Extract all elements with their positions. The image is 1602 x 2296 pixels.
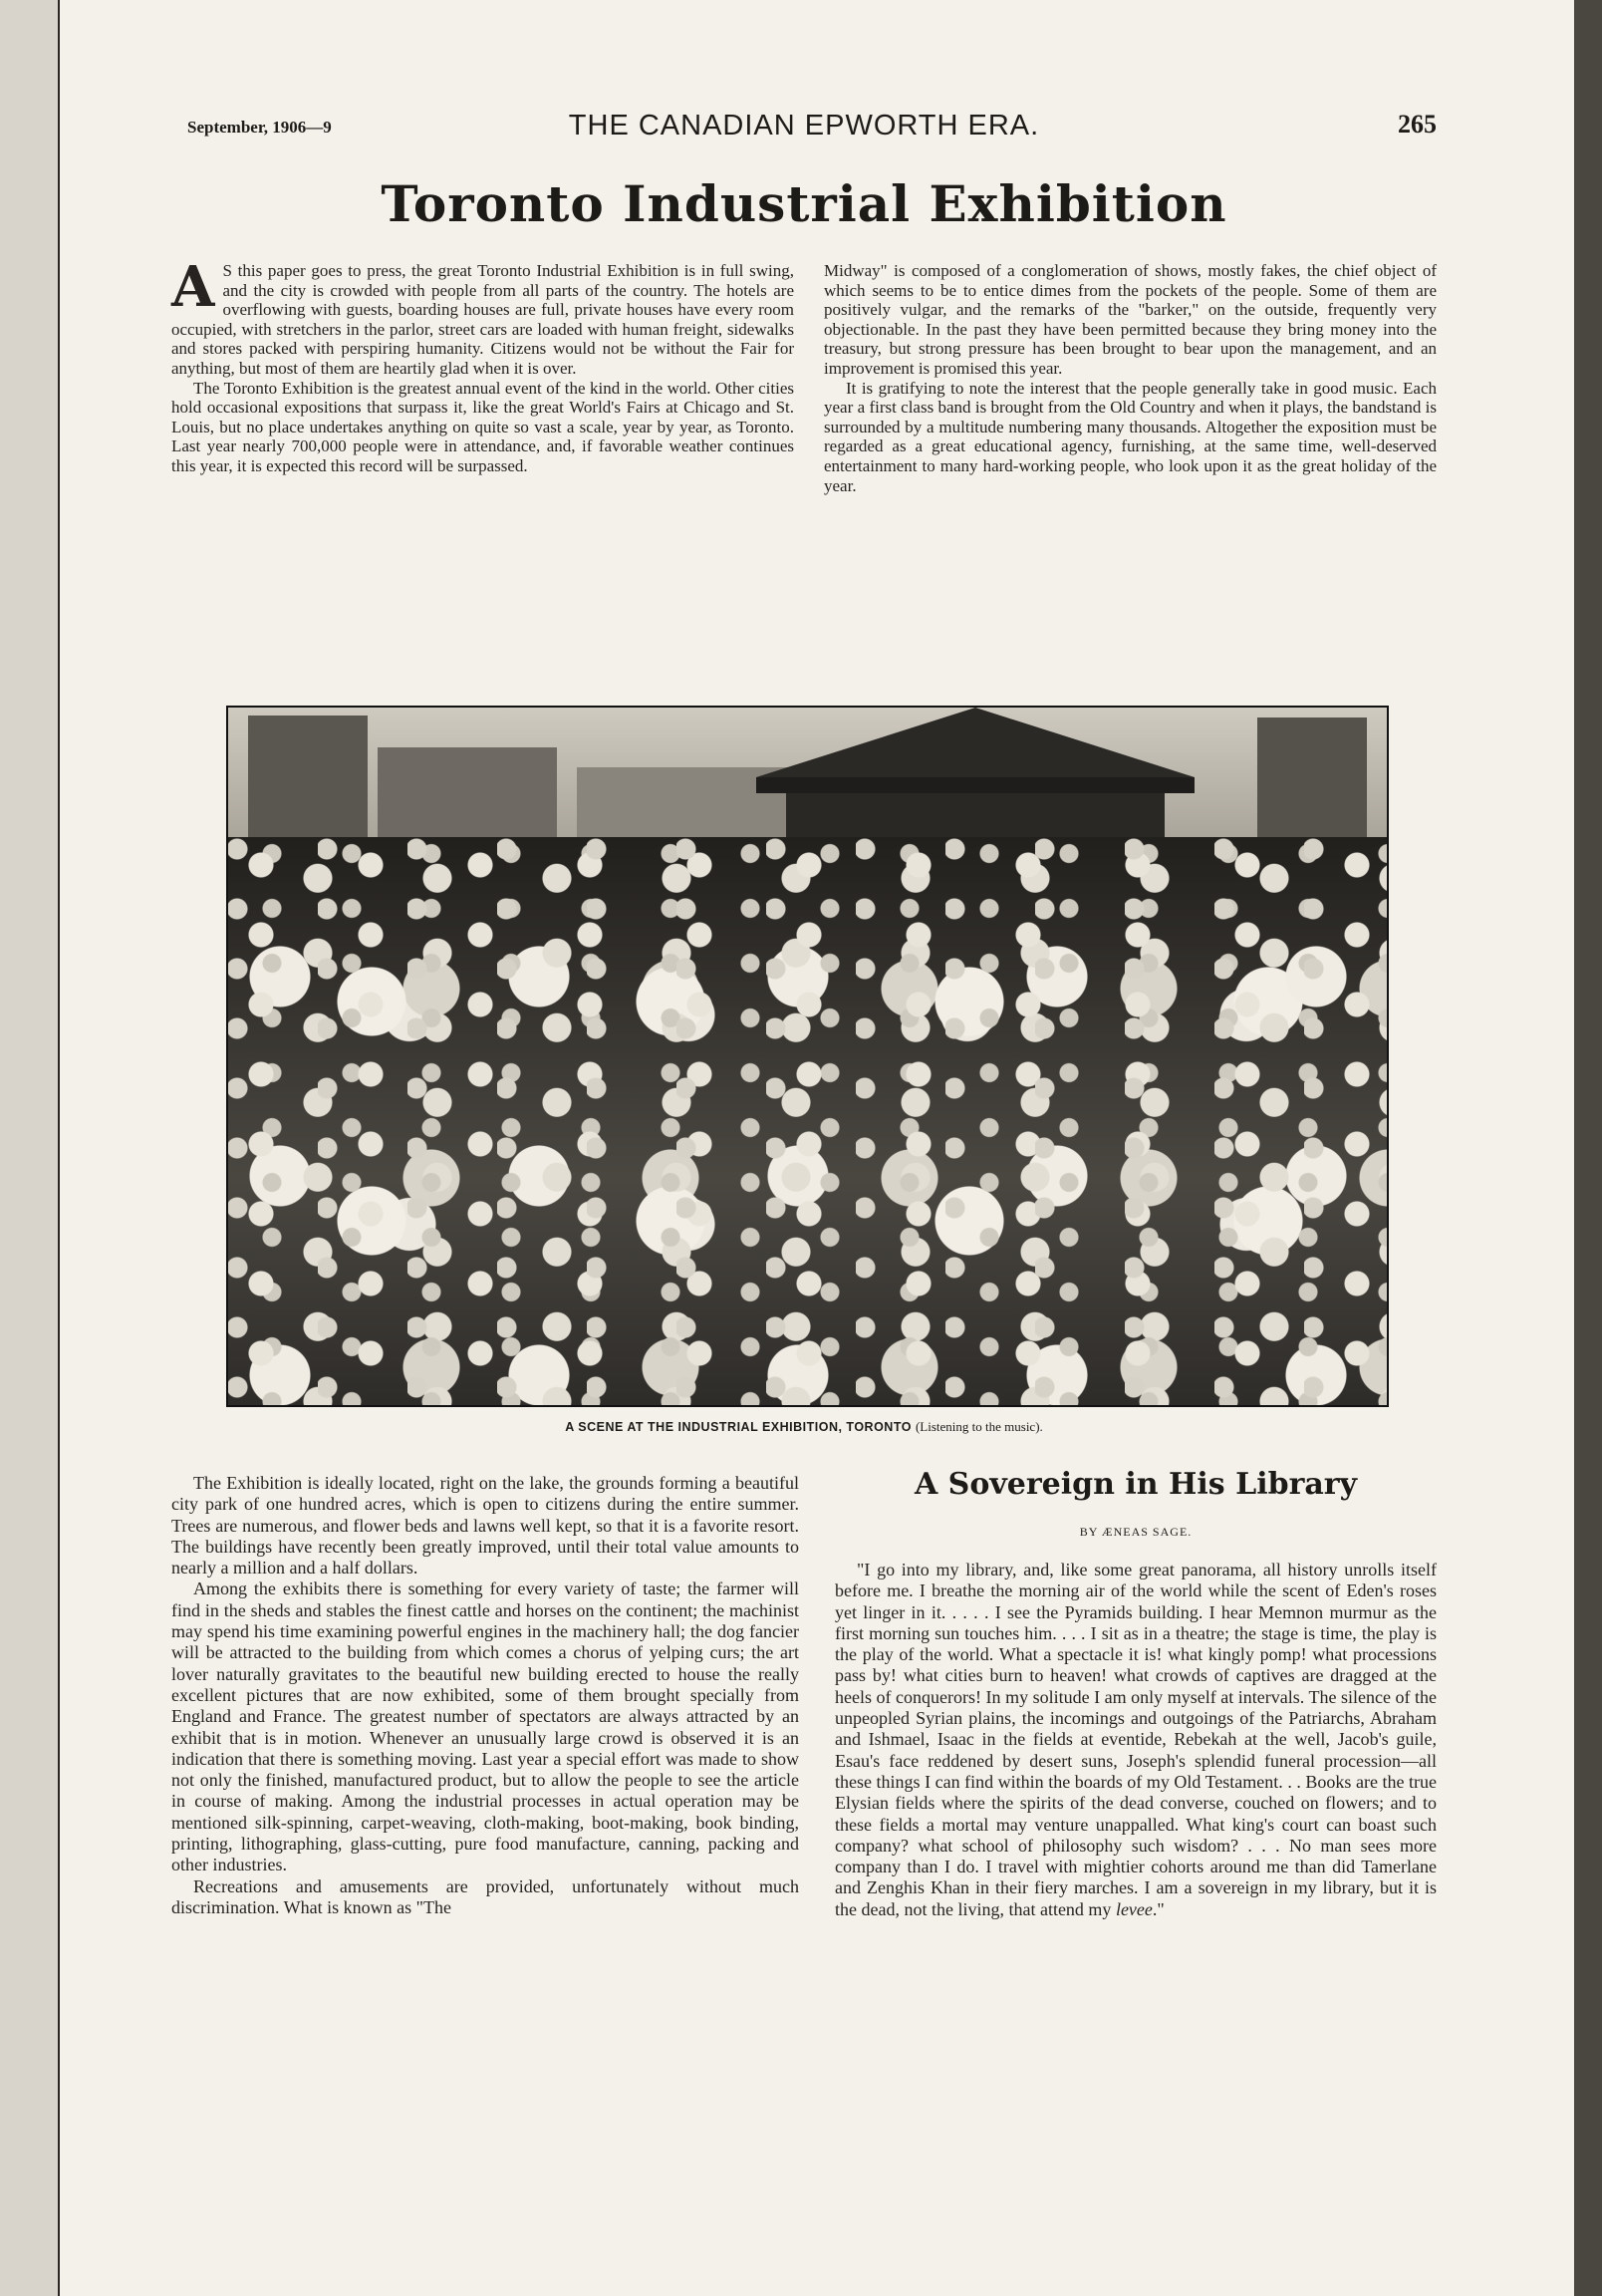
photo-caption-text: A SCENE AT THE INDUSTRIAL EXHIBITION, TORONTO bbox=[565, 1420, 912, 1434]
paragraph-recreations: Recreations and amusements are provided, unfortunately without much discrimination. What is known as "The bbox=[171, 1875, 799, 1917]
photo-building bbox=[1257, 718, 1367, 857]
byline: BY ÆNEAS SAGE. bbox=[1079, 1525, 1193, 1539]
drop-cap: A bbox=[171, 254, 215, 320]
second-article-title: A Sovereign in His Library bbox=[914, 1467, 1358, 1502]
page-binding bbox=[0, 0, 60, 2296]
photo-caption-note: (Listening to the music). bbox=[915, 1419, 1043, 1434]
photo-crowd bbox=[228, 837, 1387, 1405]
page-edge bbox=[1574, 0, 1602, 2296]
photo-caption bbox=[171, 1419, 1437, 1435]
article-column-top-left bbox=[171, 254, 794, 476]
paragraph-intro bbox=[171, 254, 794, 379]
library-text: "I go into my library, and, like some great panorama, all history unrolls itself before me. I breathe the morning air of the world while the scent of Eden's roses yet linger in it. . . . . I see the Pyramids building. I hear Memnon murmur as the first morning sun touches him. . . . I sit as in a theatre; the stage is time, the play is the play of the world. What a spectacle it is! what kingly pomp! what processions pass by! what cities burn to heaven! what crowds of captives are dragged at the heels of conquerors! In my solitude I am only myself at intervals. The silence of the unpeopled Syrian plains, the incomings and outgoings of the Patriarchs, Abraham and Ishmael, Isaac in the fields at eventide, Rebekah at the well, Jacob's guile, Esau's face reddened by desert suns, Joseph's splendid funeral procession—all these things I can find within the boards of my Old Testament. . . Books are the true Elysian fields where the spirits of the dead converse, couched on flowers; and to these fields a mortal may venture unappalled. What king's court can boast such company? what school of philosophy such wisdom? . . . No man sees more company than I do. I travel with mightier cohorts around me than did Tamerlane and Zenghis Khan in their fiery marches. I am a sovereign in my library, but it is the dead, not the living, that attend my bbox=[835, 1560, 1437, 1919]
paragraph-exhibits: Among the exhibits there is something for every variety of taste; the farmer will find in the sheds and stables the finest cattle and horses on the continent; the machinist may spend his time examining powerful engines in the machinery hall; the dog fancier will be attracted to the building from which comes a chorus of yelping curs; the art lover naturally gravitates to the beautiful new building erected to house the really excellent pictures that are now exhibited, some of them brought specially from England and France. The greatest number of spectators are always attracted by an exhibit that is in motion. Whenever an unusually large crowd is observed it is an indication that there is something moving. Last year a special effort was made to show not only the finished, manufactured product, but to allow the people to see the article in course of making. Among the industrial processes in actual operation may be mentioned silk-spinning, carpet-weaving, cloth-making, boot-making, book binding, printing, lithographing, glass-cutting, pure food manufacture, canning, packing and other industries. bbox=[171, 1578, 799, 1875]
paragraph-library bbox=[835, 1560, 1437, 1920]
issue-date: September, 1906—9 bbox=[187, 118, 332, 137]
bandstand-eave bbox=[756, 777, 1195, 793]
article-column-top-right bbox=[824, 261, 1437, 495]
article-column-bottom-right bbox=[835, 1560, 1437, 1920]
library-italic-word: levee bbox=[1115, 1898, 1153, 1919]
library-text-end: ." bbox=[1152, 1898, 1165, 1919]
article-title: Toronto Industrial Exhibition bbox=[381, 174, 1227, 233]
paragraph-midway: Midway" is composed of a conglomeration of shows, mostly fakes, the chief object of which seems to be to entice dimes from the pockets of the people. Some of them are positively vulgar, and the remarks of the "barker," on the outside, frequently very objectionable. In the past they have been permitted because they bring money into the treasury, but strong pressure has been brought to bear upon the management, and an improvement is promised this year. bbox=[824, 261, 1437, 378]
bandstand-roof bbox=[756, 708, 1195, 777]
journal-title: THE CANADIAN EPWORTH ERA. bbox=[568, 110, 1040, 142]
paragraph-location: The Exhibition is ideally located, right on the lake, the grounds forming a beautiful city park of one hundred acres, which is open to citizens during the entire summer. Trees are numerous, and flower beds and lawns well kept, so that it is a favorite resort. The buildings have recently been greatly improved, until their total value amounts to nearly a million and a half dollars. bbox=[171, 1473, 799, 1578]
paragraph-music: It is gratifying to note the interest that the people generally take in good music. Each year a first class band is brought from the Old Country and when it plays, the bandstand is surrounded by a multitude numbering many thousands. Altogether the exposition must be regarded as a great educational agency, furnishing, at the same time, well-deserved entertainment to many hard-working people, who look upon it as the great holiday of the year. bbox=[824, 378, 1437, 495]
page-number: 265 bbox=[1398, 110, 1437, 139]
paragraph-greatest-event: The Toronto Exhibition is the greatest annual event of the kind in the world. Other cities hold occasional expositions that surpass it, like the great World's Fairs at Chicago and St. Louis, but no place undertakes anything on quite so vast a scale, year by year, as Toronto. Last year nearly 700,000 people were in attendance, and, if favorable weather continues this year, it is expected this record will be surpassed. bbox=[171, 378, 794, 475]
running-head bbox=[171, 110, 1437, 149]
paragraph-intro-text: S this paper goes to press, the great Toronto Industrial Exhibition is in full swing, and the city is crowded with people from all parts of the country. The hotels are overflowing with guests, boarding houses are full, private houses have every room occupied, with stretchers in the parlor, street cars are loaded with human freight, sidewalks and stores packed with perspiring humanity. Citizens would not be without the Fair for anything, but most of them are heartily glad when it is over. bbox=[171, 261, 794, 378]
article-column-bottom-left bbox=[171, 1473, 799, 1918]
exhibition-crowd-photo bbox=[226, 706, 1389, 1407]
